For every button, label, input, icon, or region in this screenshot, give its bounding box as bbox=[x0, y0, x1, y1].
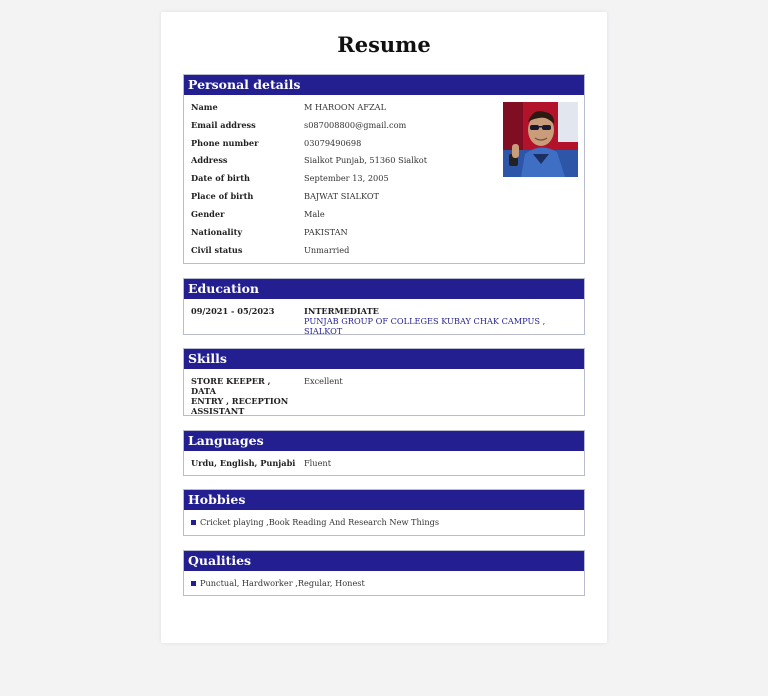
detail-value: Male bbox=[304, 209, 325, 219]
detail-value: PAKISTAN bbox=[304, 227, 348, 237]
qualities-section bbox=[183, 550, 585, 596]
hobbies-section bbox=[183, 489, 585, 536]
resume-page bbox=[161, 12, 607, 643]
section-heading: Education bbox=[184, 279, 584, 299]
language-level: Fluent bbox=[304, 458, 331, 468]
detail-value: M HAROON AFZAL bbox=[304, 102, 387, 112]
detail-value: s087008800@gmail.com bbox=[304, 120, 407, 130]
profile-photo-image bbox=[503, 102, 578, 177]
detail-value: 03079490698 bbox=[304, 138, 362, 148]
skill-name-line: ENTRY , RECEPTION bbox=[191, 396, 289, 406]
skills-section bbox=[183, 348, 585, 416]
skill-level: Excellent bbox=[304, 376, 343, 386]
detail-value: Unmarried bbox=[304, 245, 350, 255]
detail-value: September 13, 2005 bbox=[304, 173, 389, 183]
section-heading: Qualities bbox=[184, 551, 584, 571]
bullet-square-icon bbox=[191, 581, 196, 586]
section-heading: Languages bbox=[184, 431, 584, 451]
education-degree: INTERMEDIATE bbox=[304, 306, 379, 316]
profile-photo bbox=[503, 102, 578, 177]
list-item bbox=[191, 578, 365, 588]
language-names: Urdu, English, Punjabi bbox=[191, 458, 296, 468]
detail-label: Date of birth bbox=[191, 173, 250, 183]
education-details bbox=[304, 306, 584, 336]
detail-value: BAJWAT SIALKOT bbox=[304, 191, 380, 201]
skill-name-line: ASSISTANT bbox=[191, 406, 245, 416]
section-heading: Skills bbox=[184, 349, 584, 369]
detail-label: Gender bbox=[191, 209, 225, 219]
detail-value: Sialkot Punjab, 51360 Sialkot bbox=[304, 155, 427, 165]
languages-section bbox=[183, 430, 585, 476]
education-date: 09/2021 - 05/2023 bbox=[191, 306, 275, 316]
detail-label: Email address bbox=[191, 120, 256, 130]
detail-label: Civil status bbox=[191, 245, 243, 255]
detail-label: Nationality bbox=[191, 227, 243, 237]
section-heading: Hobbies bbox=[184, 490, 584, 510]
education-school: PUNJAB GROUP OF COLLEGES KUBAY CHAK CAMPUS , SIALKOT bbox=[304, 316, 546, 336]
detail-label: Name bbox=[191, 102, 218, 112]
bullet-square-icon bbox=[191, 520, 196, 525]
section-heading: Personal details bbox=[184, 75, 584, 95]
detail-label: Address bbox=[191, 155, 228, 165]
personal-details-section bbox=[183, 74, 585, 264]
page-title: Resume bbox=[337, 32, 431, 57]
detail-label: Place of birth bbox=[191, 191, 254, 201]
detail-label: Phone number bbox=[191, 138, 259, 148]
skill-name bbox=[191, 376, 296, 416]
hobby-text: Cricket playing ,Book Reading And Research New Things bbox=[200, 517, 440, 527]
skill-name-line: STORE KEEPER , DATA bbox=[191, 376, 271, 396]
quality-text: Punctual, Hardworker ,Regular, Honest bbox=[200, 578, 365, 588]
education-section bbox=[183, 278, 585, 335]
list-item bbox=[191, 517, 439, 527]
